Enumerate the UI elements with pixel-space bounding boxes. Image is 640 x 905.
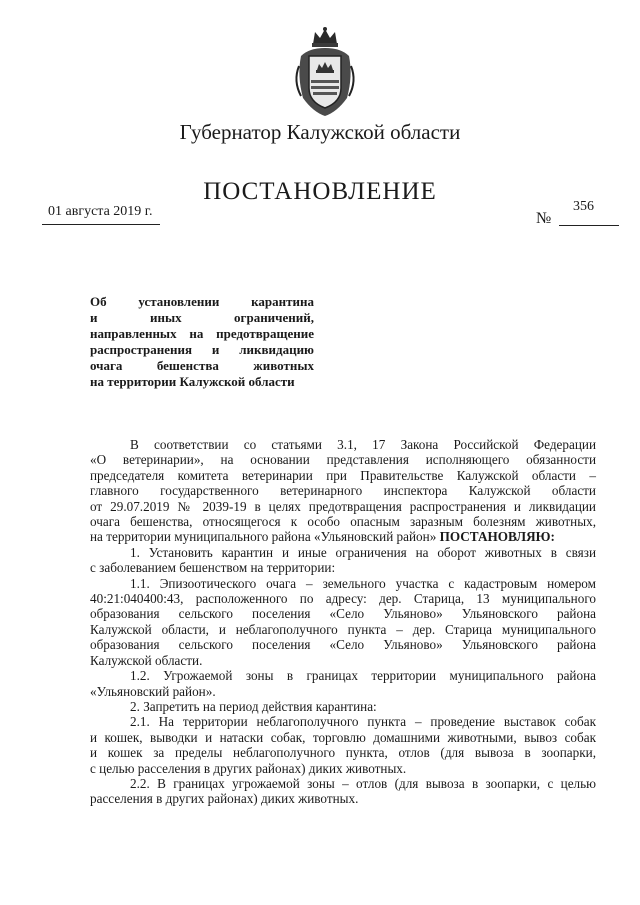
body-line (90, 714, 596, 729)
body-line-text: 40:21:040400:43, расположенного по адресу: дер. Старица, 13 муниципального (90, 591, 596, 607)
body-line-text: и кошек за пределы неблагополучного пункта, отлов (для вывоза в зоопарки, (90, 745, 596, 761)
authority-title: Губернатор Калужской области (179, 120, 461, 144)
body-line-text: с целью расселения в других районах) диких животных. (90, 760, 407, 776)
body-line (90, 452, 596, 467)
body-line-text: 2.1. На территории неблагополучного пункта – проведение выставок собак (130, 714, 596, 730)
body-line-text: образования сельского поселения «Село Ульяново» Ульяновского района (90, 637, 596, 653)
body-line (90, 791, 596, 806)
body-line-text: «Ульяновский район». (90, 683, 216, 699)
subject-line: распространения и ликвидацию (90, 342, 314, 357)
body-line-text: расселения в других районах) диких животных. (90, 791, 359, 807)
body-line-text: 1. Установить карантин и иные ограничения на оборот животных в связи (130, 544, 596, 560)
body-line (90, 529, 596, 544)
body-line-text: 1.1. Эпизоотического очага – земельного участка с кадастровым номером (130, 575, 596, 591)
body-line-text: В соответствии со статьями 3.1, 17 Закона Российской Федерации (130, 437, 596, 452)
body-line-text: «О ветеринарии», на основании представления исполняющего обязанности (90, 452, 596, 468)
subject-line: очага бешенства животных (90, 358, 314, 373)
subject-line: Об установлении карантина (90, 294, 314, 309)
body-line (90, 576, 596, 591)
body-line-text: Калужской области, и неблагополучного пункта – дер. Старица муниципального (90, 621, 596, 637)
body-line (90, 761, 596, 776)
body-line-text: от 29.07.2019 № 2039-19 в целях предотвращения распространения и ликвидации (90, 498, 596, 514)
body-line (90, 622, 596, 637)
body-line-text: 2. Запретить на период действия карантина: (130, 698, 377, 714)
body-line-text: 1.2. Угрожаемой зоны в границах территории муниципального района (130, 668, 596, 684)
body-line (90, 637, 596, 652)
body-line (90, 776, 596, 791)
resolve-keyword: ПОСТАНОВЛЯЮ: (436, 529, 555, 545)
body-line (90, 560, 596, 575)
body-line-text: образования сельского поселения «Село Ульяново» Ульяновского района (90, 606, 596, 622)
body-line (90, 545, 596, 560)
body-line (90, 591, 596, 606)
subject-line: направленных на предотвращение (90, 326, 314, 341)
body-line-text: главного государственного ветеринарного инспектора Калужской области (90, 483, 596, 499)
decree-body (90, 437, 596, 807)
number-label: № (536, 210, 552, 227)
body-line (90, 699, 596, 714)
body-line (90, 684, 596, 699)
body-line-text: на территории муниципального района «Ульяновский район» (90, 529, 437, 545)
body-line-text: и кошек, выводки и натаски собак, торговлю домашними животными, вывоз собак (90, 729, 596, 745)
decree-date: 01 августа 2019 г. (48, 204, 153, 219)
coat-of-arms-emblem (291, 26, 359, 118)
decree-number: 356 (573, 199, 594, 214)
decree-subject (90, 294, 314, 390)
subject-line: на территории Калужской области (90, 374, 295, 389)
body-line (90, 437, 596, 452)
body-line (90, 745, 596, 760)
body-line (90, 668, 596, 683)
body-line-text: Калужской области. (90, 652, 203, 668)
body-line-text: 2.2. В границах угрожаемой зоны – отлов (для вывоза в зоопарки, с целью (130, 775, 596, 791)
body-line (90, 653, 596, 668)
body-line (90, 468, 596, 483)
body-line (90, 606, 596, 621)
subject-line: и иных ограничений, (90, 310, 314, 325)
decree-title: ПОСТАНОВЛЕНИЕ (203, 178, 437, 205)
number-underline (559, 225, 619, 226)
body-line-text: с заболеванием бешенством на территории: (90, 560, 336, 576)
body-line (90, 483, 596, 498)
body-line-text: председателя комитета ветеринарии при Правительстве Калужской области – (90, 467, 596, 483)
date-underline (42, 224, 160, 225)
body-line (90, 499, 596, 514)
body-line-text: очага бешенства, относящегося к особо опасным заразным болезням животных, (90, 514, 596, 530)
body-line (90, 514, 596, 529)
body-line (90, 730, 596, 745)
